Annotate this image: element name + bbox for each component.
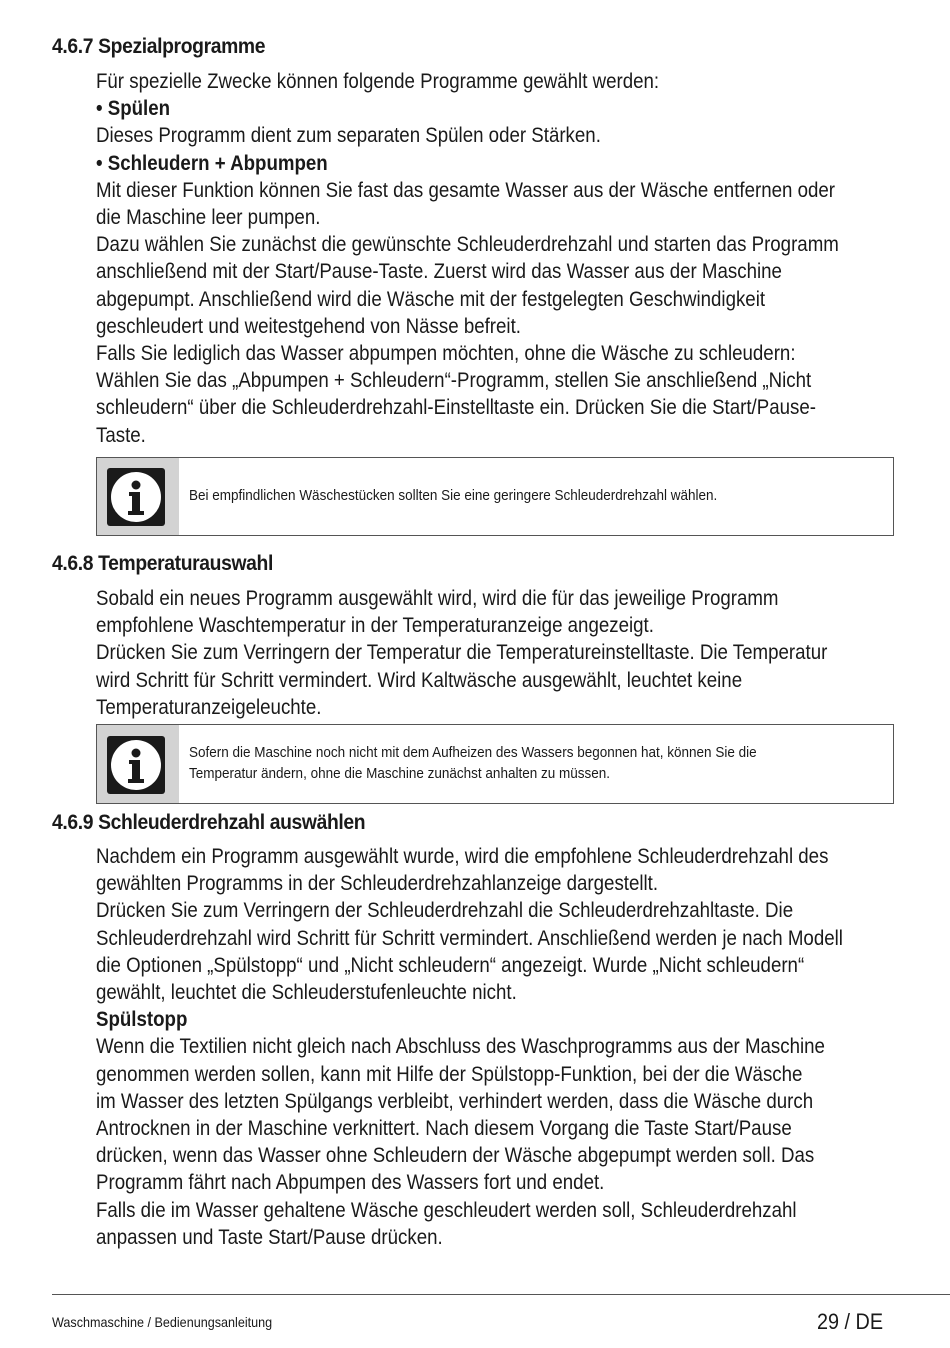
text-line: Falls Sie lediglich das Wasser abpumpen möchten, ohne die Wäsche zu schleudern: — [96, 342, 796, 366]
note-icon-cell — [97, 725, 179, 803]
section-467-body — [96, 68, 879, 449]
page-number: 29 / DE — [817, 1309, 884, 1334]
text-line: Programm fährt nach Abpumpen des Wassers fort und endet. — [96, 1171, 605, 1195]
text-line: schleudern“ über die Schleuderdrehzahl-Einstelltaste ein. Drücken Sie die Start/Pause- — [96, 396, 816, 420]
note-line: Bei empfindlichen Wäschestücken sollten Sie eine geringere Schleuderdrehzahl wählen. — [189, 487, 718, 504]
text-line: Dieses Programm dient zum separaten Spülen oder Stärken. — [96, 124, 601, 148]
info-icon — [107, 736, 165, 794]
text-line: geschleudert und weitestgehend von Nässe befreit. — [96, 314, 521, 338]
heading-schleuderdrehzahl: 4.6.9 Schleuderdrehzahl auswählen — [52, 811, 366, 834]
text-line: Sobald ein neues Programm ausgewählt wird, wird die für das jeweilige Programm — [96, 587, 779, 610]
text-line: wird Schritt für Schritt vermindert. Wird Kaltwäsche ausgewählt, leuchtet keine — [96, 668, 743, 692]
text-line: abgepumpt. Anschließend wird die Wäsche mit der festgelegten Geschwindigkeit — [96, 287, 766, 311]
text-line: drücken, wenn das Wasser ohne Schleudern der Wäsche abgepumpt werden soll. Das — [96, 1144, 815, 1168]
text-line: Schleuderdrehzahl wird Schritt für Schritt vermindert. Anschließend werden je nach Modell — [96, 926, 843, 950]
text-line: gewählten Programms in der Schleuderdrehzahlanzeige dargestellt. — [96, 872, 659, 896]
footer-divider — [52, 1294, 950, 1295]
text-line: anpassen und Taste Start/Pause drücken. — [96, 1225, 443, 1249]
section-469-body — [96, 843, 879, 1251]
text-line: gewählt, leuchtet die Schleuderstufenleuchte nicht. — [96, 981, 517, 1005]
info-note-box — [96, 457, 894, 536]
text-line: Drücken Sie zum Verringern der Temperatur die Temperatureinstelltaste. Die Temperatur — [96, 641, 828, 665]
note-line: Sofern die Maschine noch nicht mit dem Aufheizen des Wassers begonnen hat, können Sie die — [189, 744, 757, 761]
text-line: im Wasser des letzten Spülgangs verbleibt, verhindert werden, dass die Wäsche durch — [96, 1089, 814, 1113]
footer-doc-title: Waschmaschine / Bedienungsanleitung — [52, 1314, 273, 1330]
note-line: Temperatur ändern, ohne die Maschine zunächst anhalten zu müssen. — [189, 765, 611, 782]
text-line: die Optionen „Spülstopp“ und „Nicht schleudern“ angezeigt. Wurde „Nicht schleudern“ — [96, 953, 805, 977]
text-line: genommen werden sollen, kann mit Hilfe der Spülstopp-Funktion, bei der die Wäsche — [96, 1062, 803, 1086]
text-line: anschließend mit der Start/Pause-Taste. Zuerst wird das Wasser aus der Maschine — [96, 260, 782, 284]
bullet-schleudern-abpumpen: • Schleudern + Abpumpen — [96, 150, 879, 177]
info-note-box — [96, 724, 894, 804]
heading-temperaturauswahl: 4.6.8 Temperaturauswahl — [52, 552, 273, 575]
text-line: Antrocknen in der Maschine verknittert. Nach diesem Vorgang die Taste Start/Pause — [96, 1117, 792, 1141]
note-text — [189, 485, 717, 506]
text-line: Mit dieser Funktion können Sie fast das gesamte Wasser aus der Wäsche entfernen oder — [96, 178, 835, 202]
section-468-body — [96, 585, 879, 721]
text-line: die Maschine leer pumpen. — [96, 206, 321, 230]
text-line: Für spezielle Zwecke können folgende Programme gewählt werden: — [96, 70, 660, 93]
note-icon-cell — [97, 458, 179, 535]
text-line: Wenn die Textilien nicht gleich nach Abschluss des Waschprogramms aus der Maschine — [96, 1035, 825, 1059]
text-line: Drücken Sie zum Verringern der Schleuderdrehzahl die Schleuderdrehzahltaste. Die — [96, 899, 794, 923]
text-line: Dazu wählen Sie zunächst die gewünschte Schleuderdrehzahl und starten das Programm — [96, 233, 839, 257]
text-line: Taste. — [96, 423, 146, 447]
text-line: Temperaturanzeigeleuchte. — [96, 695, 322, 719]
subheading-spuelstopp: Spülstopp — [96, 1008, 188, 1032]
text-line: empfohlene Waschtemperatur in der Temperaturanzeige angezeigt. — [96, 614, 654, 638]
note-text — [189, 742, 757, 784]
text-line: Nachdem ein Programm ausgewählt wurde, wird die empfohlene Schleuderdrehzahl des — [96, 845, 829, 868]
heading-spezialprogramme: 4.6.7 Spezialprogramme — [52, 35, 266, 58]
bullet-spuelen: • Spülen — [96, 95, 879, 122]
info-icon — [107, 468, 165, 526]
text-line: Wählen Sie das „Abpumpen + Schleudern“-Programm, stellen Sie anschließend „Nicht — [96, 369, 812, 393]
text-line: Falls die im Wasser gehaltene Wäsche geschleudert werden soll, Schleuderdrehzahl — [96, 1198, 797, 1222]
